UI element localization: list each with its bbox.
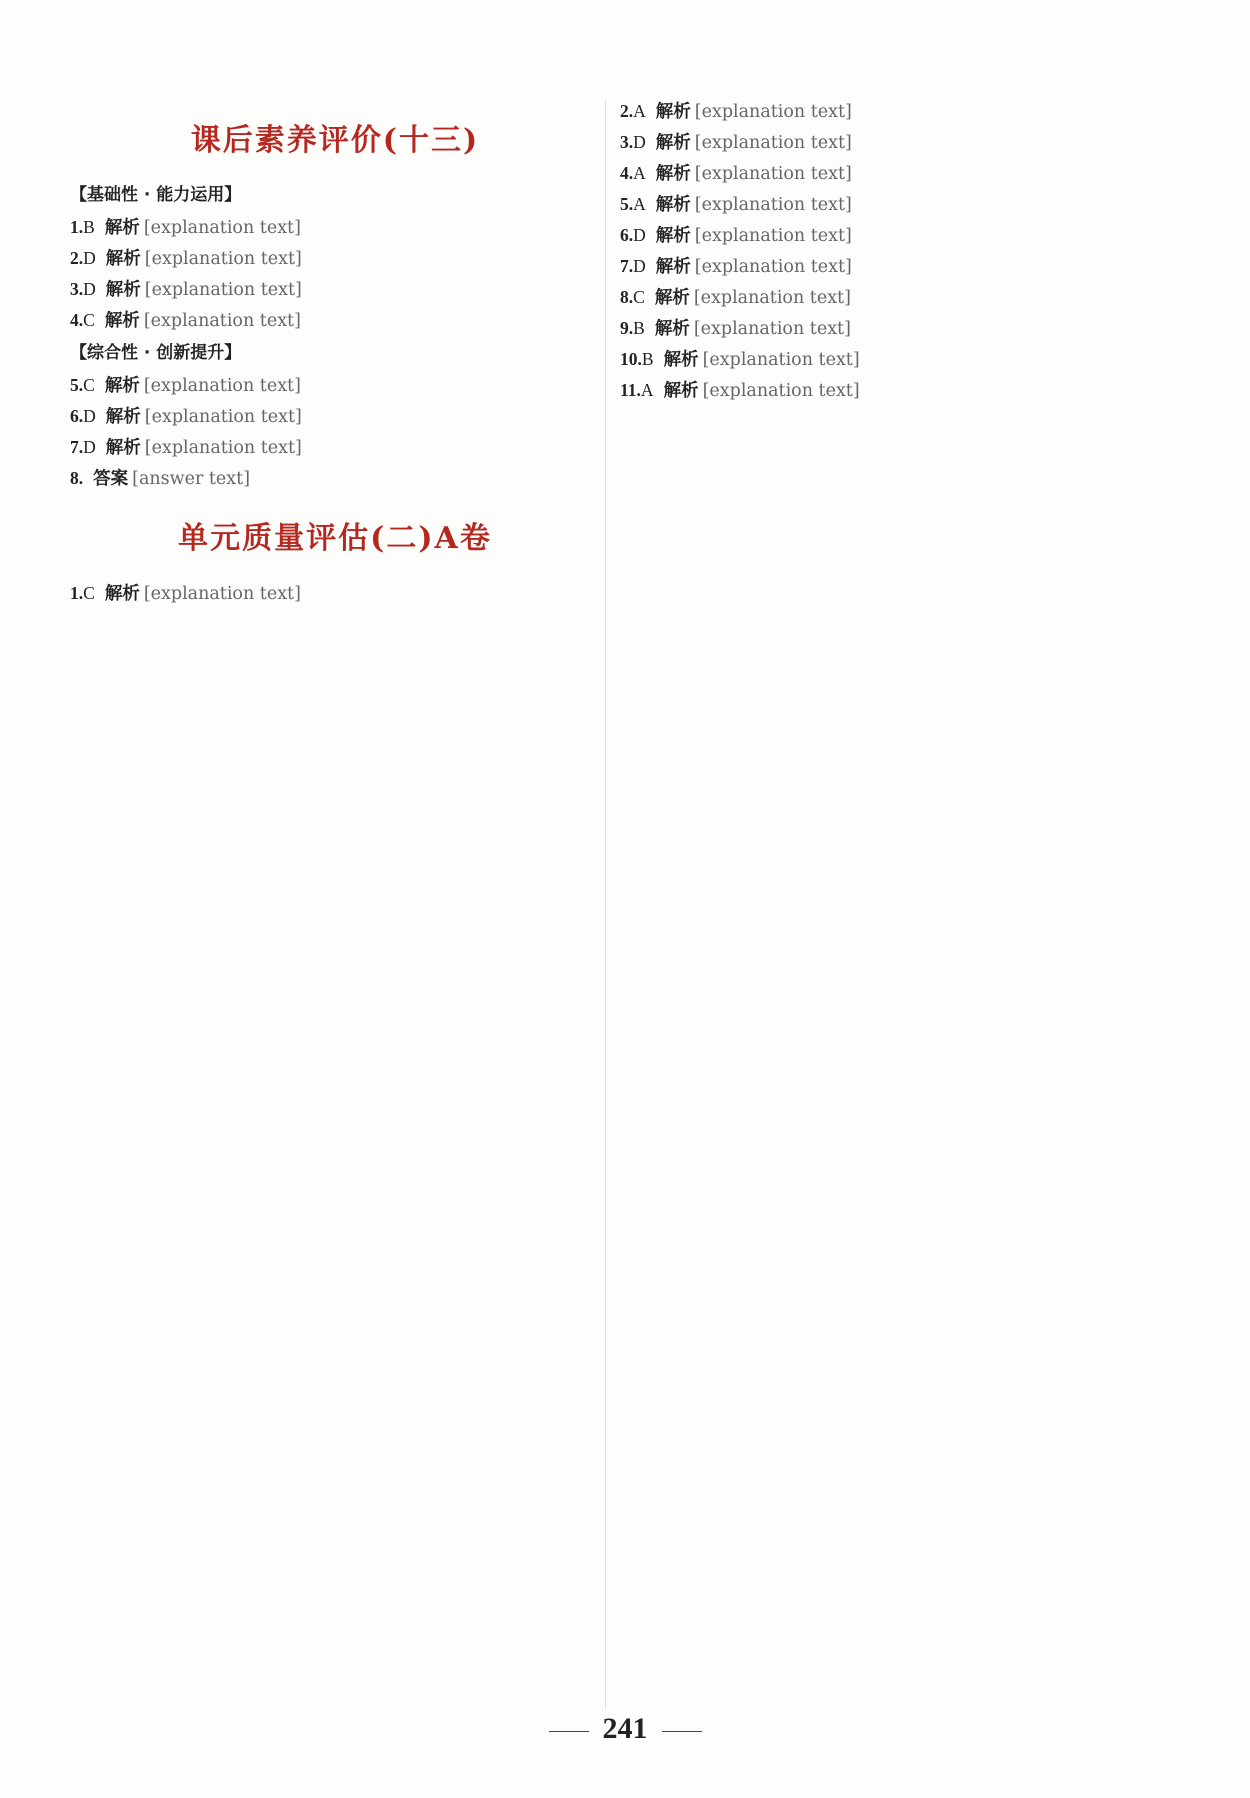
explanation-text: [explanation text] <box>693 288 851 308</box>
section-title: 单元质量评估(二)A卷 <box>178 521 492 556</box>
explanation-text: [explanation text] <box>144 407 302 427</box>
question-number: 3. <box>620 132 634 152</box>
question-number: 4. <box>620 163 634 183</box>
left-column <box>70 96 600 609</box>
keyword-label: 解析 <box>104 218 140 238</box>
keyword-label: 解析 <box>655 164 691 184</box>
question-number: 9. <box>620 318 634 338</box>
keyword-label: 解析 <box>654 319 690 339</box>
explanation-text: [explanation text] <box>702 350 860 370</box>
answer-choice: C <box>633 287 645 307</box>
question-number: 2. <box>70 248 84 268</box>
section-title: 课后素养评价(十三) <box>190 123 480 158</box>
answer-entry <box>70 401 600 432</box>
keyword-label: 解析 <box>663 350 699 370</box>
explanation-text: [explanation text] <box>144 280 302 300</box>
answer-choice: B <box>641 349 654 369</box>
explanation-text: [answer text] <box>132 469 251 489</box>
question-number: 2. <box>620 101 634 121</box>
answer-entry <box>620 96 1150 127</box>
question-number: 5. <box>620 194 634 214</box>
column-divider <box>605 100 606 1710</box>
answer-choice: D <box>83 279 96 299</box>
explanation-text: [explanation text] <box>693 319 851 339</box>
keyword-label: 解析 <box>655 195 691 215</box>
answer-choice: B <box>83 217 95 237</box>
question-number: 4. <box>70 310 84 330</box>
explanation-text: [explanation text] <box>702 381 860 401</box>
question-number: 10. <box>620 349 642 369</box>
keyword-label: 解析 <box>105 438 141 458</box>
answer-entry <box>620 158 1150 189</box>
keyword-label: 解析 <box>104 376 140 396</box>
answer-entry <box>70 305 600 336</box>
answer-entry <box>620 282 1150 313</box>
keyword-label: 解析 <box>654 288 690 308</box>
answer-choice: A <box>633 101 646 121</box>
question-number: 8. <box>620 287 634 307</box>
question-number: 6. <box>70 406 84 426</box>
explanation-text: [explanation text] <box>143 584 301 604</box>
right-column <box>620 96 1150 406</box>
answer-choice: C <box>83 583 95 603</box>
explanation-text: [explanation text] <box>694 102 852 122</box>
answer-choice: D <box>83 437 96 457</box>
question-number: 1. <box>70 583 84 603</box>
question-number: 7. <box>70 437 84 457</box>
page-number: 241 <box>0 1712 1250 1746</box>
question-number: 5. <box>70 375 84 395</box>
answer-entry <box>70 274 600 305</box>
keyword-label: 解析 <box>663 381 699 401</box>
answer-choice: D <box>633 132 646 152</box>
answer-entry <box>70 432 600 463</box>
question-number: 7. <box>620 256 634 276</box>
keyword-label: 解析 <box>655 102 691 122</box>
answer-choice: D <box>633 225 646 245</box>
question-number: 6. <box>620 225 634 245</box>
answer-choice: A <box>633 194 646 214</box>
keyword-label: 解析 <box>104 311 140 331</box>
keyword-label: 解析 <box>105 249 141 269</box>
answer-entry <box>620 375 1150 406</box>
answer-entry <box>70 578 600 609</box>
keyword-label: 解析 <box>655 226 691 246</box>
answer-choice: D <box>83 248 96 268</box>
explanation-text: [explanation text] <box>694 164 852 184</box>
answer-entry <box>620 127 1150 158</box>
answer-entry <box>70 370 600 401</box>
answer-entry <box>620 344 1150 375</box>
subsection-title: 【综合性 · 创新提升】 <box>70 343 242 363</box>
explanation-text: [explanation text] <box>144 249 302 269</box>
question-number: 11. <box>620 380 641 400</box>
keyword-label: 解析 <box>655 133 691 153</box>
explanation-text: [explanation text] <box>143 218 301 238</box>
explanation-text: [explanation text] <box>694 195 852 215</box>
keyword-label: 解析 <box>105 280 141 300</box>
explanation-text: [explanation text] <box>144 438 302 458</box>
answer-entry <box>620 313 1150 344</box>
explanation-text: [explanation text] <box>694 257 852 277</box>
subsection-title: 【基础性 · 能力运用】 <box>70 185 242 205</box>
explanation-text: [explanation text] <box>143 311 301 331</box>
answer-entry <box>620 189 1150 220</box>
question-number: 1. <box>70 217 84 237</box>
keyword-label: 答案 <box>93 469 129 489</box>
keyword-label: 解析 <box>104 584 140 604</box>
answer-choice: D <box>633 256 646 276</box>
answer-choice: B <box>633 318 645 338</box>
answer-entry <box>70 463 600 494</box>
keyword-label: 解析 <box>105 407 141 427</box>
answer-entry <box>620 251 1150 282</box>
answer-choice: D <box>83 406 96 426</box>
answer-entry <box>620 220 1150 251</box>
answer-entry <box>70 212 600 243</box>
explanation-text: [explanation text] <box>694 133 852 153</box>
keyword-label: 解析 <box>655 257 691 277</box>
answer-choice: C <box>83 375 95 395</box>
answer-entry <box>70 243 600 274</box>
question-number: 3. <box>70 279 84 299</box>
explanation-text: [explanation text] <box>694 226 852 246</box>
question-number: 8. <box>70 468 84 488</box>
answer-choice: C <box>83 310 95 330</box>
explanation-text: [explanation text] <box>143 376 301 396</box>
answer-choice: A <box>640 380 654 400</box>
answer-choice: A <box>633 163 646 183</box>
